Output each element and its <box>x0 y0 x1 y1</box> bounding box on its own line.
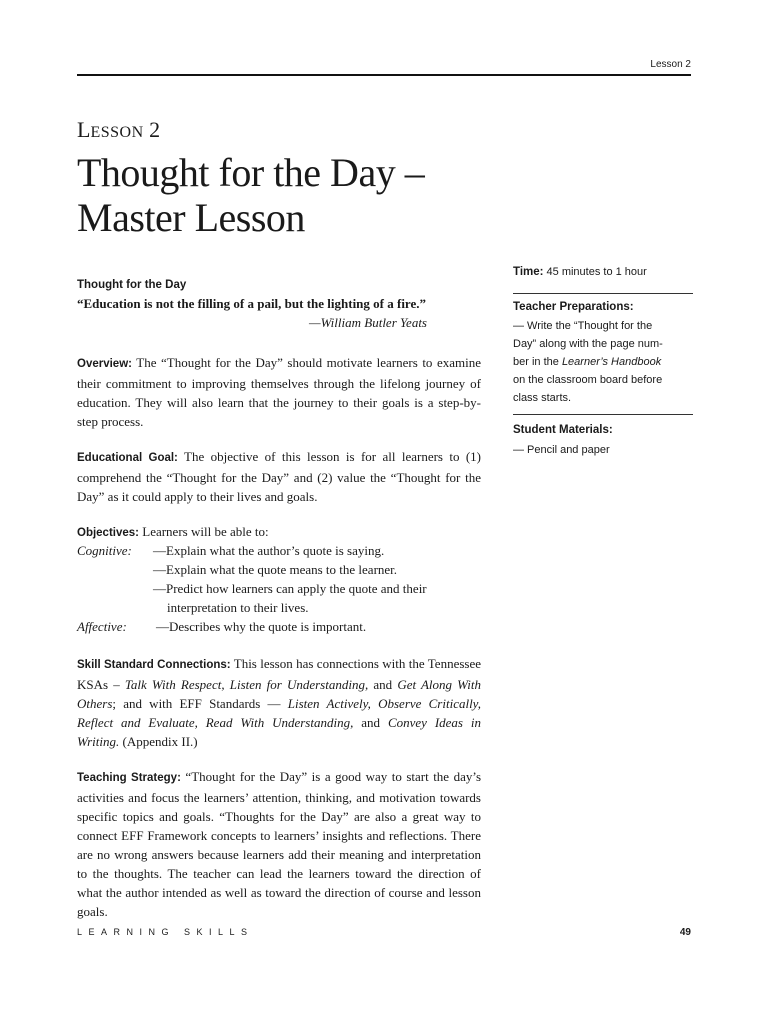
goal-label: Educational Goal: <box>77 452 178 464</box>
goal-text: The objective of this lesson is for all learners to (1) comprehend the “Thought for the Day” and (2) value the “Thought for the Day” as it could apply to their lives and goals. <box>77 449 482 504</box>
skills-eff-italic: Listen Actively, Observe Critically, Reflect and Evaluate, Read With Understanding, <box>77 696 481 730</box>
page-title <box>77 150 597 240</box>
skills-label: Skill Standard Connections: <box>77 659 231 671</box>
title-line-1: Thought for the Day – <box>77 150 425 195</box>
title-line-2: Master Lesson <box>77 195 305 240</box>
sidebar-divider <box>513 293 693 294</box>
running-head: Lesson 2 <box>650 59 691 70</box>
page-number: 49 <box>679 927 691 938</box>
strategy-text: “Thought for the Day” is a good way to start the day’s activities and focus the learners’ attention, thinking, and motivation towards specific topics and goals. “Thoughts for the Day” are also a great way to connect EFF Framework concepts to learners’ insights and reflections. There are no wrong answers because learners add their meaning and interpretation to the thoughts. The teacher can lead the learners toward the direction of what the author intended as well as toward the direction of course and lesson goals. <box>77 769 482 919</box>
objective-item: —Explain what the quote means to the learner. <box>153 562 398 577</box>
teacher-preparations <box>513 298 693 407</box>
footer-label: LEARNING SKILLS <box>77 927 254 937</box>
objective-item: —Predict how learners can apply the quote and their <box>153 581 427 596</box>
materials-heading: Student Materials: <box>513 424 613 436</box>
objective-item: —Explain what the author’s quote is saying. <box>153 543 385 558</box>
skills-ksa-italic: Talk With Respect, Listen for Understanding, <box>124 677 369 692</box>
objectives-intro: Learners will be able to: <box>142 524 269 539</box>
strategy-label: Teaching Strategy: <box>77 772 181 784</box>
objective-item: —Describes why the quote is important. <box>156 619 367 634</box>
time-info <box>513 263 693 281</box>
lesson-number: 2 <box>149 117 161 142</box>
prep-text: ber in the <box>513 356 559 368</box>
skills-text: (Appendix II.) <box>122 734 198 749</box>
prep-line: class starts. <box>513 392 572 404</box>
prep-heading: Teacher Preparations: <box>513 301 634 313</box>
skills-ksa-italic: Get Along With Others <box>77 677 482 711</box>
affective-label: Affective: <box>77 619 127 634</box>
objectives-section <box>77 522 481 636</box>
skills-section <box>77 654 481 751</box>
materials-item: — Pencil and paper <box>513 444 610 456</box>
goal-section <box>77 447 481 506</box>
overview-section <box>77 353 481 431</box>
prep-line <box>513 353 693 371</box>
thought-heading: Thought for the Day <box>77 279 187 291</box>
skills-text: This lesson has connections with the Tennessee KSAs – <box>77 656 482 692</box>
time-label: Time: <box>513 266 544 278</box>
skills-eff-italic: Convey Ideas in Writing. <box>77 715 481 749</box>
lesson-label-rest: ESSON <box>90 124 144 141</box>
lesson-label <box>77 117 160 143</box>
objectives-label: Objectives: <box>77 527 139 539</box>
overview-label: Overview: <box>77 358 132 370</box>
quote-author: —William Butler Yeats <box>309 315 427 330</box>
time-value: 45 minutes to 1 hour <box>546 266 647 278</box>
skills-text: and <box>361 715 381 730</box>
sidebar-divider <box>513 414 693 415</box>
strategy-section <box>77 767 481 921</box>
quote: “Education is not the filling of a pail, but the lighting of a fire.” <box>77 296 426 311</box>
prep-line: on the classroom board before <box>513 374 663 386</box>
skills-text: ; and with EFF Standards — <box>112 696 281 711</box>
skills-text: and <box>373 677 393 692</box>
header-rule <box>77 74 691 76</box>
prep-line: Day” along with the page num- <box>513 338 663 350</box>
student-materials <box>513 421 693 459</box>
overview-text: The “Thought for the Day” should motivate learners to examine their commitment to improving themselves through the lifelong journey of education. They will also learn that the journey to their goals is a step-by-step process. <box>77 355 481 429</box>
lesson-label-initial: L <box>77 117 91 142</box>
cognitive-label: Cognitive: <box>77 543 132 558</box>
prep-handbook: Learner’s Handbook <box>561 356 662 368</box>
objective-item-continued: interpretation to their lives. <box>167 600 309 615</box>
prep-line: — Write the “Thought for the <box>513 320 653 332</box>
